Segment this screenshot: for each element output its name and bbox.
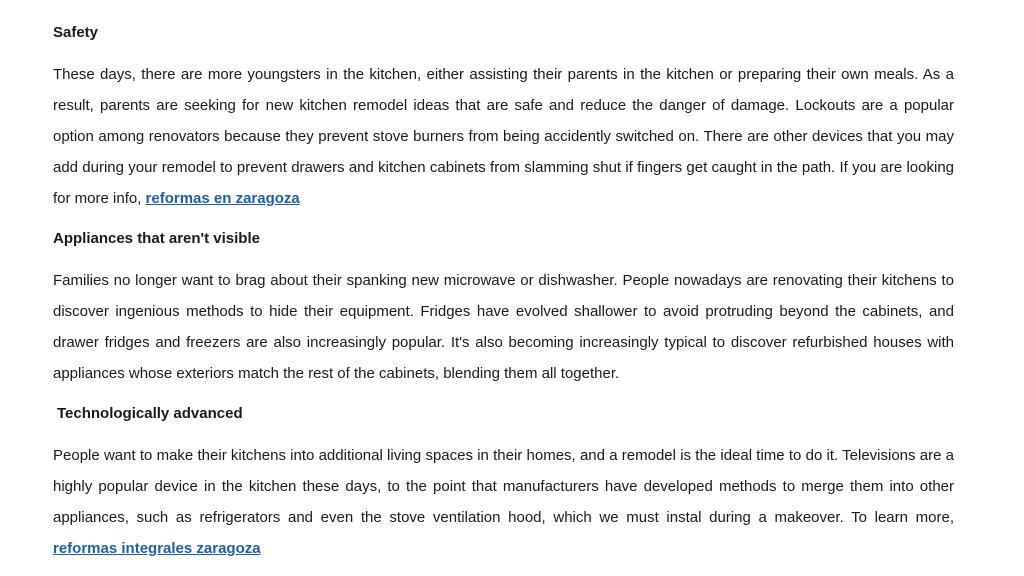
section-heading-safety: Safety (53, 24, 99, 41)
section-body-appliances: Families no longer want to brag about their spanking new microwave or dishwasher. People nowadays are renovating their kitchens to discover ingenious methods to hide their equipment. Fridges have evolved shallower to avoid protruding beyond the cabinets, and drawer fridges and freezers are also increasingly popular. It's also becoming increasingly typical to discover refurbished houses with appliances whose exteriors match the rest of the cabinets, blending them all together. (53, 272, 954, 382)
section-heading-technology: Technologically advanced (57, 405, 243, 422)
link-reformas-integrales-zaragoza[interactable]: reformas integrales zaragoza (53, 540, 261, 557)
body-text: These days, there are more youngsters in the kitchen, either assisting their parents in the kitchen or preparing their own meals. As a result, parents are seeking for new kitchen remodel ideas that are safe and reduce the danger of damage. Lockouts are a popular option among renovators because they prevent stove burners from being accidently switched on. There are other devices that you may add during your remodel to prevent drawers and kitchen cabinets from slamming shut if fingers get caught in the path. If you are looking for more info, (53, 66, 954, 207)
body-text: People want to make their kitchens into additional living spaces in their homes, and a remodel is the ideal time to do it. Televisions are a highly popular device in the kitchen these days, to the point that manufacturers have developed methods to merge them into other appliances, such as refrigerators and even the stove ventilation hood, which we must instal during a makeover. To learn more, (53, 447, 954, 526)
document-page (53, 18, 954, 574)
section-heading-appliances: Appliances that aren't visible (53, 230, 260, 247)
section-body-safety (53, 59, 954, 214)
link-reformas-en-zaragoza[interactable]: reformas en zaragoza (145, 190, 300, 207)
section-body-technology (53, 440, 954, 564)
